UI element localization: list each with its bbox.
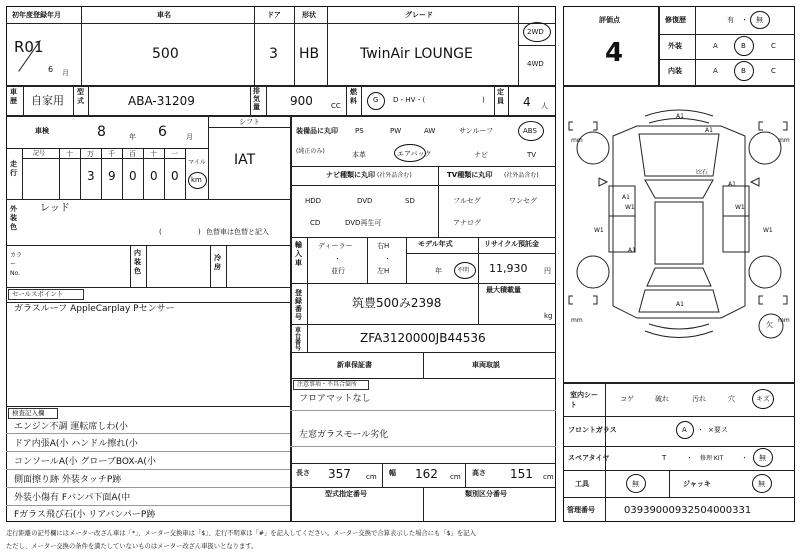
fuel-label: 燃料 xyxy=(350,88,357,105)
repair-none: 無 xyxy=(756,16,763,24)
diagram-mm-4: mm xyxy=(778,317,790,324)
navi-hdd: HDD xyxy=(305,197,322,205)
import-label: 輸入車 xyxy=(295,241,302,267)
width-value: 162 xyxy=(415,467,438,481)
chassis-label: 車台番号 xyxy=(295,327,302,352)
color-note-close: ) xyxy=(198,228,201,236)
shaken-month: 6 xyxy=(158,124,167,140)
doors-label: ドア xyxy=(267,11,281,19)
recycle-label: リサイクル預託金 xyxy=(484,240,540,248)
tools-label: 工具 xyxy=(575,480,589,488)
tv-label: TV種類に丸印 xyxy=(447,171,493,179)
inspection-line-4: 外装小傷有 Fバンパ下面A(中 xyxy=(14,493,131,503)
km-label: km xyxy=(191,176,202,184)
score-value: 4 xyxy=(605,38,624,68)
equipment-label: 装備品に丸印 xyxy=(296,127,338,135)
sheet-tear: 破れ xyxy=(655,395,669,403)
model-label: 型式 xyxy=(77,88,84,105)
tools-none: 無 xyxy=(632,480,639,488)
import-dealer: ディーラー xyxy=(318,242,353,250)
fuel-options: D・HV・( xyxy=(393,96,426,104)
equip-leather: 本革 xyxy=(352,151,366,159)
windshield-label: フロントガラス xyxy=(568,426,617,434)
spare-kit: 修理 KIT xyxy=(700,455,724,462)
diagram-mm-2: mm xyxy=(778,137,790,144)
ext-label: 外装 xyxy=(668,42,682,50)
class-num-label: 類別区分番号 xyxy=(465,490,507,498)
chassis-value: ZFA3120000JB44536 xyxy=(360,331,486,345)
diagram-a1-left: A1 xyxy=(622,194,630,201)
inspection-line-5: Fガラス飛び石(小 リアバンパーP跡 xyxy=(14,510,156,520)
inspection-line-1: ドア内張A(小 ハンドル擦れ(小 xyxy=(14,439,138,449)
mileage-digit-4: 0 xyxy=(171,169,179,183)
grade-value: TwinAir LOUNGE xyxy=(360,46,473,62)
sheet-burn: コゲ xyxy=(620,395,634,403)
model-year-unit: 年 xyxy=(435,267,442,275)
navi-dvd-play: DVD再生可 xyxy=(345,219,382,227)
car-name-label: 車名 xyxy=(157,11,171,19)
navi-dvd: DVD xyxy=(357,197,373,205)
color-no-label: カラーNo. xyxy=(10,252,23,277)
car-damage-diagram xyxy=(563,86,795,382)
recycle-value: 11,930 xyxy=(489,262,528,275)
yen-unit: 円 xyxy=(544,267,551,275)
reg-era: R01 xyxy=(14,38,44,56)
color-value: レッド xyxy=(40,203,70,214)
height-value: 151 xyxy=(510,467,533,481)
reg-month: 6 xyxy=(48,65,54,74)
mile-label: マイル xyxy=(188,159,206,166)
spare-label: スペアタイヤ xyxy=(568,454,610,462)
height-label: 高さ xyxy=(472,469,486,477)
inspection-line-3: 側面擦り跡 外装タッチP跡 xyxy=(14,475,122,485)
spare-none: 無 xyxy=(759,454,766,462)
tv-fullseg: フルセグ xyxy=(453,197,481,205)
type-cert-label: 型式指定番号 xyxy=(325,490,367,498)
length-value: 357 xyxy=(328,467,351,481)
ext-b: B xyxy=(741,42,746,50)
navi-cd: CD xyxy=(310,219,321,227)
footer-line-1: 走行距離の記号欄にはメーター改ざん車は「*」、メーター交換車は「$」、走行不明車は「#」を記入してください。メーター交換で合算表示した場合にも「$」を記入 xyxy=(6,530,476,537)
shaken-label: 車検 xyxy=(35,127,49,135)
windshield-replace: ×要ス xyxy=(708,426,728,434)
sales-point-text: ガラスルーフ AppleCarplay Pセンサー xyxy=(14,304,175,314)
diagram-marks: ﾋﾋ石 xyxy=(696,169,709,176)
persons-unit: 人 xyxy=(541,102,548,110)
repair-label: 修復歴 xyxy=(665,16,686,24)
equip-tv: TV xyxy=(527,151,537,159)
inspection-line-2: コンソールA(小 グローブBOX-A(小 xyxy=(14,457,156,467)
shift-value: IAT xyxy=(234,152,256,168)
equip-abs: ABS xyxy=(523,127,537,135)
management-value: 03939000932504000331 xyxy=(624,505,752,516)
registration-value: 筑豊500み2398 xyxy=(352,296,442,310)
kg-unit: kg xyxy=(544,312,553,320)
ac-label: 冷房 xyxy=(214,254,221,271)
drive-4wd: 4WD xyxy=(527,60,544,68)
ext-a: A xyxy=(713,42,718,50)
interior-label: 内装色 xyxy=(134,249,141,275)
vehicle-manual: 車両取説 xyxy=(472,361,500,369)
shape-label: 形状 xyxy=(302,11,316,19)
int-b: B xyxy=(741,67,746,75)
mileage-label: 走行 xyxy=(10,160,17,177)
mileage-digit-2: 0 xyxy=(129,169,137,183)
navi-sub: (社外品含む) xyxy=(377,172,412,179)
footer-line-2: ただし、メーター交換の条件を満たしていないものはメーター改ざん車扱いとなります。 xyxy=(6,543,258,550)
capacity-label: 定員 xyxy=(497,88,504,105)
diagram-w1-left: W1 xyxy=(625,204,635,211)
length-cm: cm xyxy=(366,473,377,481)
int-label: 内装 xyxy=(668,67,682,75)
int-a: A xyxy=(713,67,718,75)
shaken-month-unit: 月 xyxy=(186,133,193,141)
diagram-a1-rear: A1 xyxy=(628,247,636,254)
doors-value: 3 xyxy=(269,46,278,62)
grade-label: グレード xyxy=(405,11,433,19)
usage-value: 自家用 xyxy=(31,94,64,107)
equip-airbag: エアバック xyxy=(397,150,432,158)
equip-navi: ナビ xyxy=(474,151,488,159)
first-reg-label: 初年度登録年月 xyxy=(12,11,61,19)
color-note: 色替車は色替と記入 xyxy=(206,228,269,236)
repair-yes: 有 xyxy=(727,16,734,24)
month-unit: 月 xyxy=(62,69,69,77)
equip-ps: PS xyxy=(355,127,364,135)
windshield-a: A xyxy=(682,426,687,434)
fuel-close: ) xyxy=(482,96,485,104)
mileage-unit-3: 百 xyxy=(129,150,136,158)
import-lh: 左H xyxy=(377,267,390,275)
notes-line-1: フロアマットなし xyxy=(299,394,371,404)
repair-dot: ・ xyxy=(741,16,748,24)
diagram-mm-1: mm xyxy=(571,137,583,144)
fuel-g: G xyxy=(373,96,379,104)
drive-2wd: 2WD xyxy=(527,28,544,36)
equip-sunroof: サンルーフ xyxy=(459,127,494,135)
color-note-open: ( xyxy=(159,228,162,236)
mileage-unit-4: 十 xyxy=(150,150,157,158)
import-parallel: 並行 xyxy=(331,267,345,275)
management-label: 管理番号 xyxy=(567,506,595,514)
model-value: ABA-31209 xyxy=(128,94,195,108)
diagram-w1-left-2: W1 xyxy=(594,227,604,234)
mileage-unit-2: 千 xyxy=(108,150,115,158)
shaken-year-unit: 年 xyxy=(129,133,136,141)
equip-pw: PW xyxy=(390,127,402,135)
mileage-digit-0: 3 xyxy=(87,169,95,183)
equip-aw: AW xyxy=(424,127,436,135)
diagram-mm-3: mm xyxy=(571,317,583,324)
inspection-line-0: エンジン不調 運転席しわ(小 xyxy=(14,422,128,432)
shaken-year: 8 xyxy=(97,124,106,140)
score-label: 評価点 xyxy=(599,16,620,24)
interior-sheet-label: 室内シート xyxy=(570,391,598,409)
spare-dot: ・ xyxy=(686,454,693,462)
diagram-a1-bumper: A1 xyxy=(676,301,684,308)
displacement-value: 900 xyxy=(290,94,313,108)
width-cm: cm xyxy=(450,473,461,481)
import-dot-2: ・ xyxy=(384,255,391,263)
equipment-sub: (純正のみ) xyxy=(296,148,325,155)
jack-none: 無 xyxy=(758,480,765,488)
spare-t: T xyxy=(662,454,667,462)
diagram-a1-hood: A1 xyxy=(705,127,713,134)
mileage-unit-5: 一 xyxy=(171,150,178,158)
height-cm: cm xyxy=(543,473,554,481)
mileage-sub-label: 記号 xyxy=(33,150,46,157)
diagram-a1-right: A1 xyxy=(728,181,736,188)
cc-unit: CC xyxy=(331,102,341,110)
mileage-digit-1: 9 xyxy=(108,169,116,183)
width-label: 幅 xyxy=(389,469,396,477)
mileage-unit-1: 万 xyxy=(87,150,94,158)
sheet-dirt: 汚れ xyxy=(692,395,706,403)
import-rh: 右H xyxy=(377,242,390,250)
model-year-label: モデル年式 xyxy=(418,240,453,248)
jack-label: ジャッキ xyxy=(683,480,711,488)
notes-line-2: 左窓ガラスモール劣化 xyxy=(299,430,389,440)
car-name-value: 500 xyxy=(152,46,179,62)
diagram-a1-front: A1 xyxy=(676,113,684,120)
new-car-warranty: 新車保証書 xyxy=(337,361,372,369)
tv-analog: アナログ xyxy=(453,219,481,227)
length-label: 長さ xyxy=(296,469,310,477)
int-c: C xyxy=(771,67,776,75)
navi-label: ナビ種類に丸印 xyxy=(326,171,375,179)
tv-oneseg: ワンセグ xyxy=(509,197,537,205)
windshield-dot: ・ xyxy=(697,426,704,434)
navi-sd: SD xyxy=(405,197,415,205)
tv-sub: (社外品含む) xyxy=(504,172,539,179)
capacity-value: 4 xyxy=(523,95,531,109)
vehicle-history-label: 車歴 xyxy=(10,88,17,105)
color-label: 外装色 xyxy=(10,205,17,231)
mileage-unit-0: 十 xyxy=(66,150,73,158)
spare-dot-2: ・ xyxy=(741,454,748,462)
diagram-w1-right: W1 xyxy=(735,204,745,211)
diagram-chip: 欠 xyxy=(766,321,773,329)
max-load-label: 最大積載量 xyxy=(486,286,521,294)
import-dot: ・ xyxy=(334,255,341,263)
shift-label: シフト xyxy=(239,118,260,126)
sales-point-label: セールスポイント xyxy=(12,290,64,298)
registration-label: 登録番号 xyxy=(295,289,302,321)
notes-label: 注意事項・不具合箇所 xyxy=(297,381,358,388)
inspection-label: 検査記入欄 xyxy=(12,409,45,417)
ext-c: C xyxy=(771,42,776,50)
model-year-unknown: 不明 xyxy=(457,267,470,274)
shape-value: HB xyxy=(299,46,320,62)
displacement-label: 排気量 xyxy=(253,87,260,111)
diagram-w1-right-2: W1 xyxy=(763,227,773,234)
mileage-digit-3: 0 xyxy=(150,169,158,183)
sheet-hole: 穴 xyxy=(728,395,735,403)
sheet-scratch: キズ xyxy=(756,395,770,403)
